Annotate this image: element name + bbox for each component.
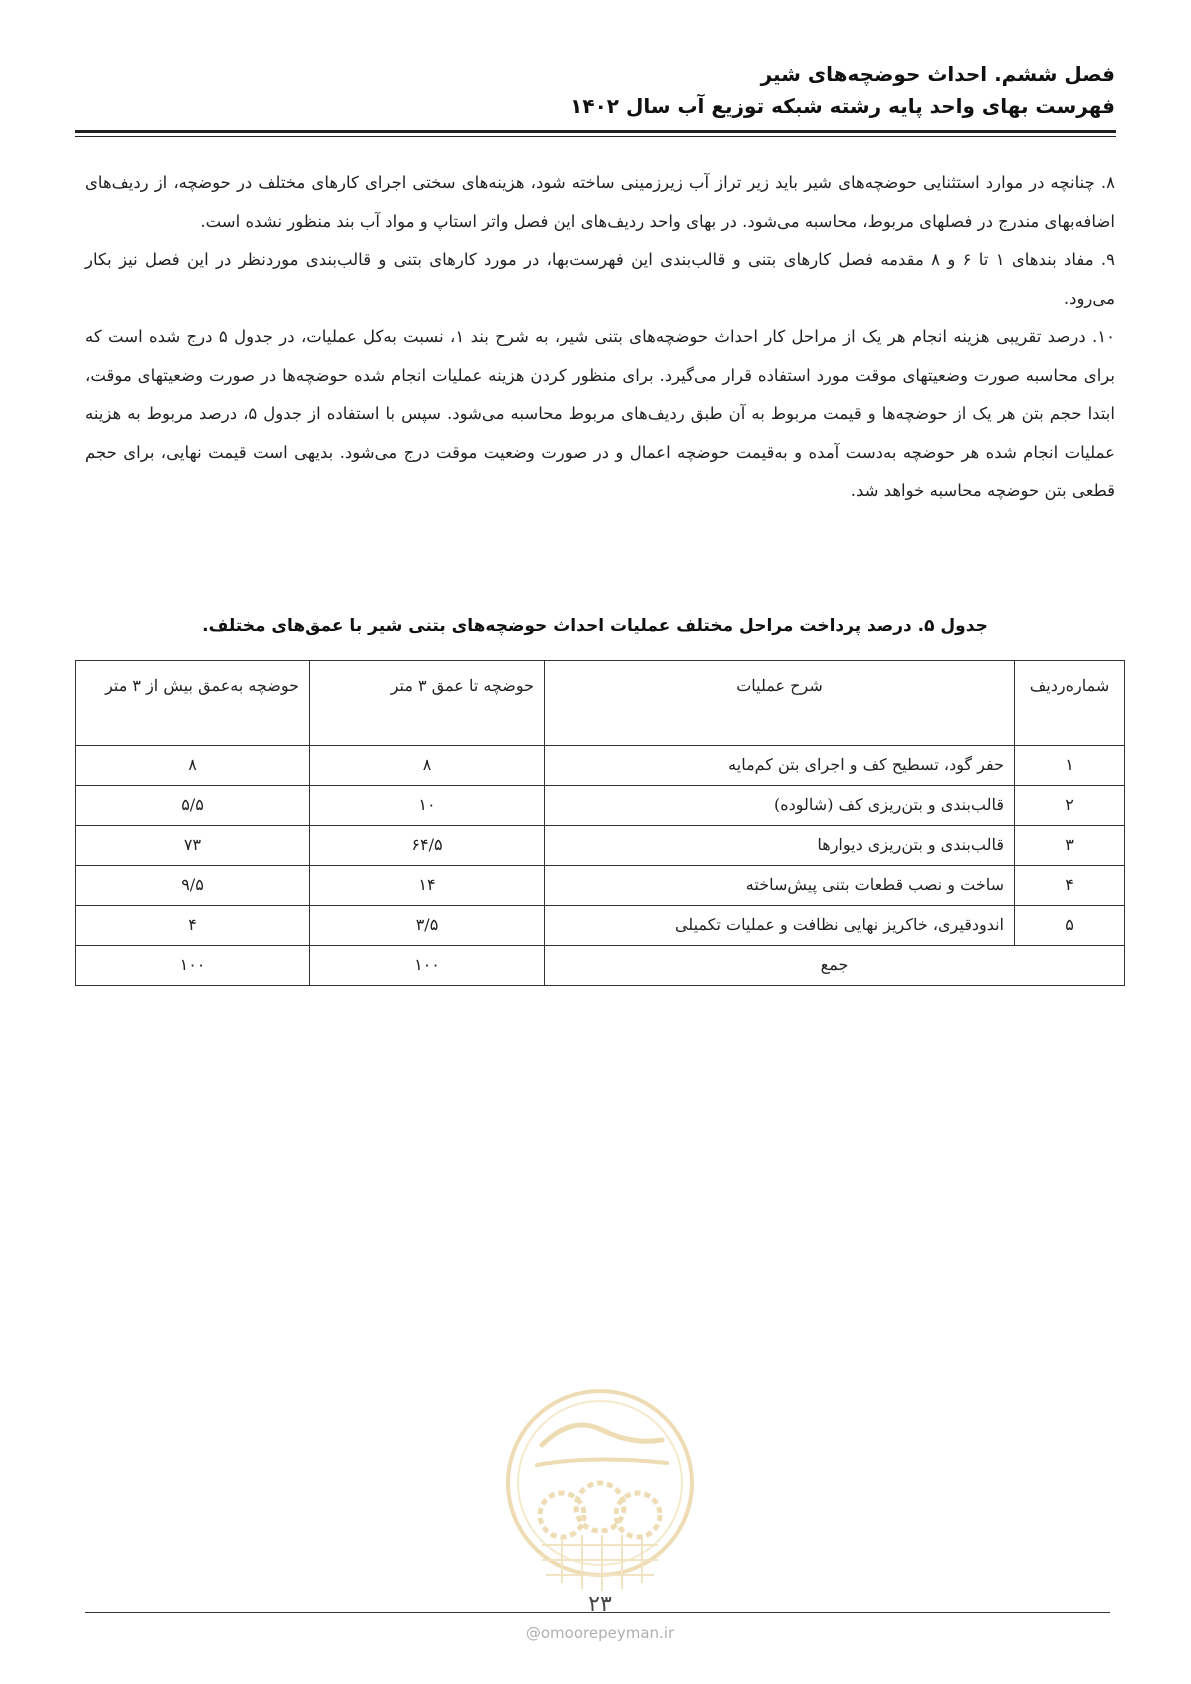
cell-depth-upto-3: ۱۰ (310, 786, 545, 826)
page-header (75, 58, 1115, 122)
cell-depth-over-3: ۷۳ (76, 826, 310, 866)
document-title: فهرست بهای واحد پایه رشته شبکه توزیع آب سال ۱۴۰۲ (570, 94, 1115, 118)
header-rule-thin (75, 136, 1116, 137)
chapter-title: فصل ششم. احداث حوضچه‌های شیر (760, 62, 1115, 86)
table-row (76, 826, 1125, 866)
cell-depth-over-3: ۹/۵ (76, 866, 310, 906)
header-depth-over-3: حوضچه به‌عمق بیش از ۳ متر (76, 661, 310, 746)
cell-description: اندودقیری، خاکریز نهایی نظافت و عملیات تکمیلی (545, 906, 1015, 946)
footer-rule (85, 1612, 1110, 1613)
table-row (76, 906, 1125, 946)
website-watermark: @omoorepeyman.ir (525, 1624, 675, 1642)
cell-depth-over-3: ۵/۵ (76, 786, 310, 826)
cell-depth-upto-3: ۳/۵ (310, 906, 545, 946)
paragraph-8: ۸. چنانچه در موارد استثنایی حوضچه‌های شیر باید زیر تراز آب زیرزمینی ساخته شود، هزینه‌های سختی اجرای کارهای مختلف در حوضچه، از ردیف‌های اضافه‌بهای مندرج در فصلهای مربوط، محاسبه می‌شود. در بهای واحد ردیف‌های این فصل واتر استاپ و مواد آب بند منظور نشده است. (85, 173, 1115, 231)
cell-depth-over-3: ۴ (76, 906, 310, 946)
body-text (85, 164, 1115, 511)
table-total-row (76, 946, 1125, 986)
cell-total-label: جمع (545, 946, 1125, 986)
table-caption: جدول ۵. درصد پرداخت مراحل مختلف عملیات احداث حوضچه‌های بتنی شیر با عمق‌های مختلف. (202, 616, 988, 636)
watermark-seal-logo (502, 1385, 698, 1621)
cell-total-over-3: ۱۰۰ (76, 946, 310, 986)
table-row (76, 786, 1125, 826)
header-description: شرح عملیات (545, 661, 1015, 746)
header-depth-upto-3: حوضچه تا عمق ۳ متر (310, 661, 545, 746)
cell-row-number: ۲ (1015, 786, 1125, 826)
table-row (76, 866, 1125, 906)
cell-row-number: ۳ (1015, 826, 1125, 866)
header-row-number: شماره‌ردیف (1015, 661, 1125, 746)
cell-description: حفر گود، تسطیح کف و اجرای بتن کم‌مایه (545, 746, 1015, 786)
cell-row-number: ۱ (1015, 746, 1125, 786)
cell-description: ساخت و نصب قطعات بتنی پیش‌ساخته (545, 866, 1015, 906)
page-number: ۲۳ (588, 1592, 612, 1617)
cell-depth-upto-3: ۱۴ (310, 866, 545, 906)
table-row (76, 746, 1125, 786)
cell-row-number: ۴ (1015, 866, 1125, 906)
cell-depth-upto-3: ۸ (310, 746, 545, 786)
cell-depth-over-3: ۸ (76, 746, 310, 786)
cell-description: قالب‌بندی و بتن‌ریزی کف (شالوده) (545, 786, 1015, 826)
operations-table (75, 660, 1125, 986)
paragraph-10: ۱۰. درصد تقریبی هزینه انجام هر یک از مراحل کار احداث حوضچه‌های بتنی شیر، به شرح بند ۱، نسبت به‌کل عملیات، در جدول ۵ درج شده است که برای محاسبه صورت وضعیتهای موقت مورد استفاده قرار می‌گیرد. برای منظور کردن هزینه عملیات انجام شده حوضچه‌ها در صورت وضعیتهای موقت، ابتدا حجم بتن هر یک از حوضچه‌ها و قیمت مربوط به آن طبق ردیف‌های مربوط محاسبه می‌شود. سپس با استفاده از جدول ۵، درصد مربوط به هزینه عملیات انجام شده هر حوضچه به‌دست آمده و به‌قیمت حوضچه اعمال و در صورت وضعیت موقت درج می‌شود. بدیهی است قیمت نهایی، برای حجم قطعی بتن حوضچه محاسبه خواهد شد. (85, 327, 1116, 500)
cell-depth-upto-3: ۶۴/۵ (310, 826, 545, 866)
cell-total-upto-3: ۱۰۰ (310, 946, 545, 986)
cell-description: قالب‌بندی و بتن‌ریزی دیوارها (545, 826, 1015, 866)
table-header-row (76, 661, 1125, 746)
paragraph-9: ۹. مفاد بندهای ۱ تا ۶ و ۸ مقدمه فصل کارهای بتنی و قالب‌بندی این فهرست‌بها، در مورد کارهای بتنی و قالب‌بندی موردنظر در این فصل نیز بکار می‌رود. (85, 250, 1115, 308)
header-rule-thick (75, 130, 1116, 133)
cell-row-number: ۵ (1015, 906, 1125, 946)
